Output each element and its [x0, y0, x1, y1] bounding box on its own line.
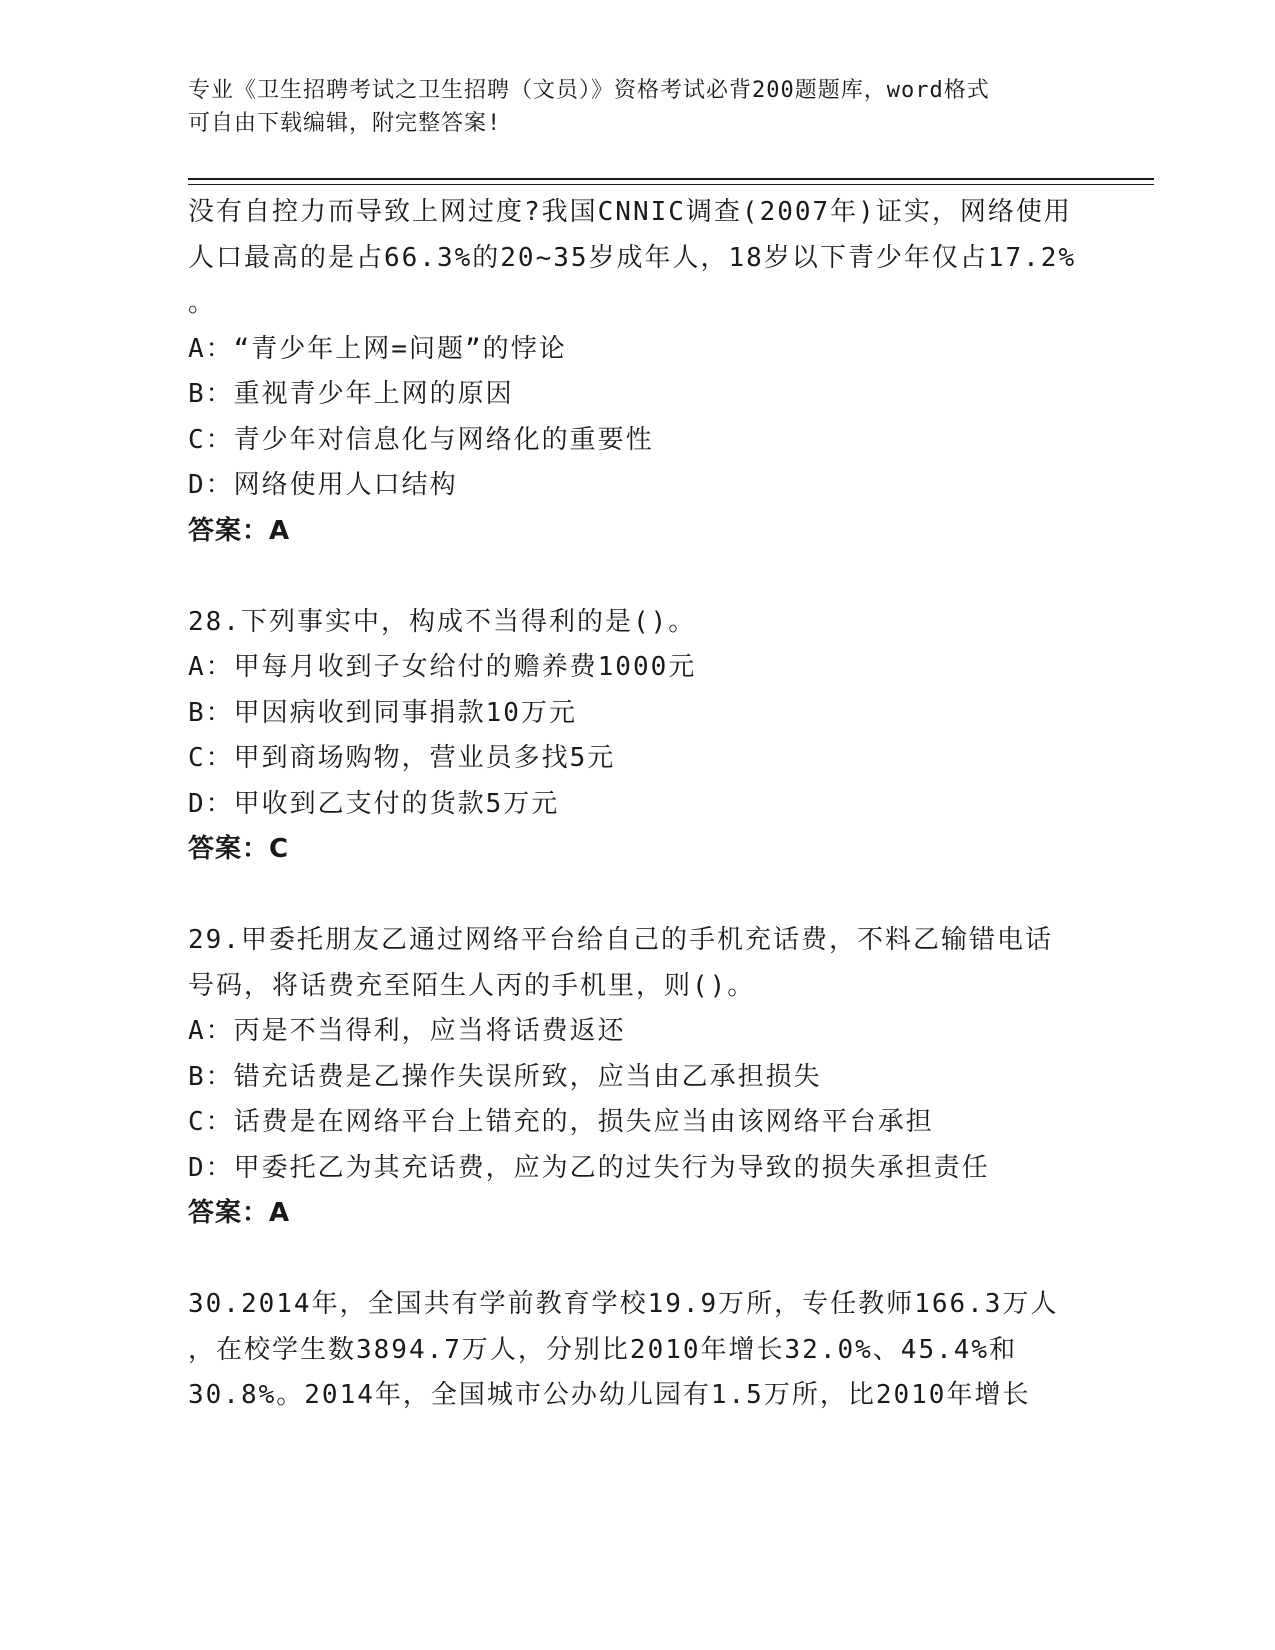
- header-title-line-1: 专业《卫生招聘考试之卫生招聘（文员）》资格考试必背200题题库，word格式: [188, 78, 990, 103]
- option-c: C：青少年对信息化与网络化的重要性: [188, 424, 654, 455]
- option-b: B：重视青少年上网的原因: [188, 379, 514, 409]
- option-d: D：网络使用人口结构: [188, 470, 458, 500]
- option-a: A：丙是不当得利，应当将话费返还: [188, 1016, 626, 1046]
- option-c: C：甲到商场购物，营业员多找5元: [188, 743, 616, 773]
- question-stem-line: 号码，将话费充至陌生人丙的手机里，则()。: [188, 970, 756, 1001]
- answer-line: 答案：A: [188, 515, 291, 546]
- spacer: [188, 1237, 1088, 1283]
- spacer: [188, 554, 1088, 600]
- question-stem-line: 30.8%。2014年，全国城市公办幼儿园有1.5万所，比2010年增长: [188, 1380, 1031, 1410]
- question-30: [188, 1282, 1088, 1419]
- question-29: [188, 918, 1088, 1237]
- option-b: B：错充话费是乙操作失误所致，应当由乙承担损失: [188, 1061, 822, 1092]
- option-a: A：“青少年上网=问题”的悖论: [188, 333, 567, 364]
- option-d: D：甲委托乙为其充话费，应为乙的过失行为导致的损失承担责任: [188, 1152, 990, 1183]
- document-body: [188, 190, 1088, 1419]
- question-stem-line: 28.下列事实中，构成不当得利的是()。: [188, 606, 697, 637]
- header-divider-thin: [188, 184, 1154, 185]
- option-c: C：话费是在网络平台上错充的，损失应当由该网络平台承担: [188, 1107, 934, 1137]
- question-stem-line: 30.2014年，全国共有学前教育学校19.9万所，专任教师166.3万人: [188, 1289, 1059, 1319]
- option-b: B：甲因病收到同事捐款10万元: [188, 697, 577, 728]
- question-stem-line: 。: [188, 288, 217, 318]
- answer-line: 答案：A: [188, 1198, 291, 1228]
- question-stem-line: ，在校学生数3894.7万人，分别比2010年增长32.0%、45.4%和: [188, 1334, 1018, 1365]
- header-divider-thick: [188, 178, 1154, 180]
- document-header: [188, 74, 1068, 140]
- question-stem-line: 29.甲委托朋友乙通过网络平台给自己的手机充话费，不料乙输错电话: [188, 925, 1053, 955]
- header-title-line-2: 可自由下载编辑，附完整答案!: [188, 111, 502, 136]
- option-a: A：甲每月收到子女给付的赡养费1000元: [188, 652, 697, 682]
- option-d: D：甲收到乙支付的货款5万元: [188, 788, 560, 819]
- question-27: [188, 190, 1088, 554]
- answer-line: 答案：C: [188, 834, 290, 864]
- question-28: [188, 600, 1088, 873]
- question-stem-line: 人口最高的是占66.3%的20~35岁成年人，18岁以下青少年仅占17.2%: [188, 242, 1077, 273]
- question-stem-line: 没有自控力而导致上网过度?我国CNNIC调查(2007年)证实，网络使用: [188, 197, 1072, 227]
- spacer: [188, 873, 1088, 919]
